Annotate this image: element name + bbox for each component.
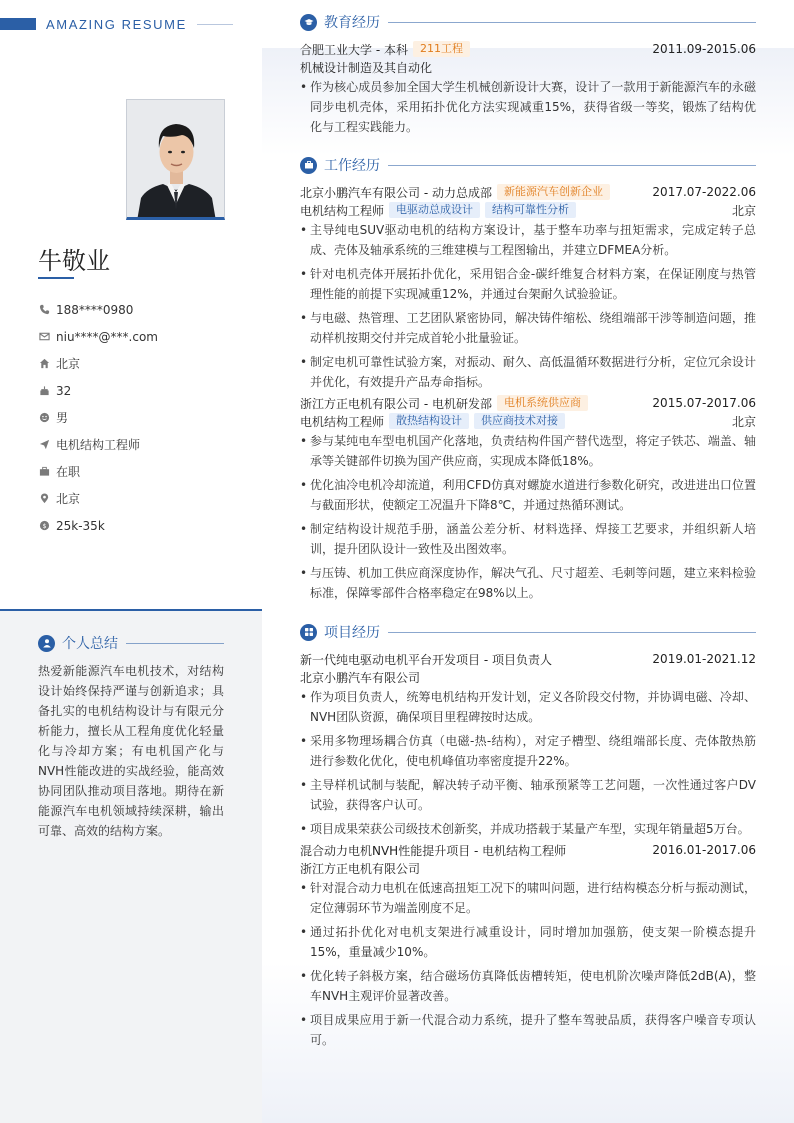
project-company-row	[300, 668, 756, 686]
section-divider	[388, 165, 756, 166]
info-status	[38, 458, 248, 485]
info-text: 北京	[56, 492, 81, 506]
name-underline	[38, 277, 74, 279]
profile-photo	[126, 99, 225, 220]
education-header	[300, 12, 756, 32]
education-bullets	[300, 77, 756, 137]
project-company: 浙江方正电机有限公司	[300, 861, 421, 876]
svg-text:$: $	[41, 521, 47, 530]
list-item: • 与压铸、机加工供应商深度协作，解决气孔、尺寸超差、毛刺等问题，建立来料检验标准，保障零部件合格率稳定在98%以上。	[300, 563, 756, 603]
project-entry	[300, 841, 756, 1050]
project-row	[300, 650, 756, 668]
education-section	[300, 12, 756, 141]
briefcase-icon	[300, 157, 317, 174]
list-item: • 作为项目负责人，统筹电机结构开发计划，定义各阶段交付物，并协调电磁、冷却、NVH团队资源，确保项目里程碑按时达成。	[300, 687, 756, 727]
major-row	[300, 58, 756, 76]
work-header	[300, 155, 756, 175]
info-position	[38, 431, 248, 458]
info-city	[38, 350, 248, 377]
projects-title: 项目经历	[324, 625, 380, 641]
company-name: 浙江方正电机有限公司 - 电机研发部	[300, 396, 492, 411]
info-text: 北京	[56, 357, 81, 371]
work-section	[300, 155, 756, 607]
list-item: • 参与某纯电车型电机国产化落地，负责结构件国产替代选型，将定子铁芯、端盖、轴承等关键部件切换为国产供应商，实现成本降低18%。	[300, 431, 756, 471]
project-name: 新一代纯电驱动电机平台开发项目 - 项目负责人	[300, 652, 552, 667]
info-text: 32	[56, 383, 72, 398]
company-tag: 电机系统供应商	[497, 395, 588, 411]
info-text: 188****0980	[56, 302, 134, 317]
skill-tag: 散热结构设计	[389, 413, 469, 429]
phone-icon	[38, 304, 50, 316]
list-item: • 采用多物理场耦合仿真（电磁-热-结构），对定子槽型、绕组端部长度、壳体散热筋进行参数化优化，使电机峰值功率密度提升22%。	[300, 731, 756, 771]
school-tag: 211工程	[413, 41, 470, 57]
brand	[0, 17, 233, 31]
project-date: 2016.01-2017.06	[652, 843, 756, 857]
section-divider	[388, 632, 756, 633]
brand-text: AMAZING RESUME	[46, 16, 187, 32]
info-text: niu****@***.com	[56, 329, 158, 344]
list-item: • 通过拓扑优化对电机支架进行减重设计，同时增加加强筋，使支架一阶模态提升15%，重量减少10%。	[300, 922, 756, 962]
list-item: • 与电磁、热管理、工艺团队紧密协同，解决铸件缩松、绕组端部干涉等制造问题，推动样机按期交付并完成首轮小批量验证。	[300, 308, 756, 348]
contact-info-list	[38, 296, 248, 539]
info-gender	[38, 404, 248, 431]
work-date: 2017.07-2022.06	[652, 185, 756, 199]
info-text: 男	[56, 411, 69, 425]
company-name: 北京小鹏汽车有限公司 - 动力总成部	[300, 185, 492, 200]
project-entry	[300, 650, 756, 839]
project-date: 2019.01-2021.12	[652, 652, 756, 666]
list-item: • 针对混合动力电机在低速高扭矩工况下的啸叫问题，进行结构模态分析与振动测试，定位薄弱环节为端盖刚度不足。	[300, 878, 756, 918]
work-entry	[300, 183, 756, 392]
location-pin-icon	[38, 493, 50, 505]
company-row	[300, 183, 756, 201]
info-text: 电机结构工程师	[56, 438, 141, 452]
projects-header	[300, 622, 756, 642]
candidate-name: 牛敬业	[38, 247, 110, 275]
work-title: 工作经历	[324, 158, 380, 174]
info-salary	[38, 512, 248, 539]
person-icon	[38, 635, 55, 652]
project-company: 北京小鹏汽车有限公司	[300, 670, 421, 685]
work-entry	[300, 394, 756, 603]
list-item: • 作为核心成员参加全国大学生机械创新设计大赛，设计了一款用于新能源汽车的永磁同步电机壳体，采用拓扑优化方法实现减重15%，获得省级一等奖，锻炼了结构优化与工程实践能力。	[300, 77, 756, 137]
work-city: 北京	[731, 203, 756, 218]
summary-title: 个人总结	[62, 636, 118, 652]
skill-tag: 电驱动总成设计	[389, 202, 480, 218]
summary-header	[38, 633, 224, 653]
education-date: 2011.09-2015.06	[652, 42, 756, 56]
list-item: • 主导样机试制与装配，解决转子动平衡、轴承预紧等工艺问题，一次性通过客户DV试验，获得客户认可。	[300, 775, 756, 815]
brand-line	[197, 24, 233, 25]
section-divider	[388, 22, 756, 23]
work-date: 2015.07-2017.06	[652, 396, 756, 410]
list-item: • 优化转子斜极方案，结合磁场仿真降低齿槽转矩，使电机阶次噪声降低2dB(A)，整车NVH主观评价显著改善。	[300, 966, 756, 1006]
graduation-cap-icon	[300, 14, 317, 31]
project-bullets	[300, 878, 756, 1050]
info-text: 25k-35k	[56, 518, 105, 533]
education-title: 教育经历	[324, 15, 380, 31]
list-item: • 针对电机壳体开展拓扑优化，采用铝合金-碳纤维复合材料方案，在保证刚度与热管理性能的前提下实现减重12%，并通过台架耐久试验验证。	[300, 264, 756, 304]
list-item: • 项目成果荣获公司级技术创新奖，并成功搭载于某量产车型，实现年销量超5万台。	[300, 819, 756, 839]
salary-icon	[38, 520, 50, 532]
education-row	[300, 40, 756, 58]
major-name: 机械设计制造及其自动化	[300, 60, 433, 75]
projects-section	[300, 622, 756, 1054]
section-divider	[126, 643, 224, 644]
project-name: 混合动力电机NVH性能提升项目 - 电机结构工程师	[300, 843, 567, 858]
cake-icon	[38, 385, 50, 397]
info-age	[38, 377, 248, 404]
project-row	[300, 841, 756, 859]
home-icon	[38, 358, 50, 370]
project-company-row	[300, 859, 756, 877]
role-row	[300, 412, 756, 430]
role-row	[300, 201, 756, 219]
info-email	[38, 323, 248, 350]
role-name: 电机结构工程师	[300, 203, 385, 218]
work-city: 北京	[731, 414, 756, 429]
role-name: 电机结构工程师	[300, 414, 385, 429]
face-icon	[38, 412, 50, 424]
send-icon	[38, 439, 50, 451]
skill-tag: 供应商技术对接	[474, 413, 565, 429]
work-bullets	[300, 220, 756, 392]
list-item: • 制定电机可靠性试验方案，对振动、耐久、高低温循环数据进行分析，定位冗余设计并优化，有效提升产品寿命指标。	[300, 352, 756, 392]
summary-text: 热爱新能源汽车电机技术，对结构设计始终保持严谨与创新追求；具备扎实的电机结构设计与有限元分析能力，擅长从工程角度优化轻量化与冷却方案；有电机国产化与NVH性能改进的实战经验，能高效协同团队推动项目落地。期待在新能源汽车电机领域持续深耕，输出可靠、高效的结构方案。	[38, 664, 224, 838]
briefcase-icon	[38, 466, 50, 478]
brand-bar	[0, 18, 36, 30]
company-tag: 新能源汽车创新企业	[497, 184, 610, 200]
company-row	[300, 394, 756, 412]
education-entry	[300, 40, 756, 137]
info-location	[38, 485, 248, 512]
info-text: 在职	[56, 465, 81, 479]
list-item: • 制定结构设计规范手册，涵盖公差分析、材料选择、焊接工艺要求，并组织新人培训，提升团队设计一致性及出图效率。	[300, 519, 756, 559]
mail-icon	[38, 331, 50, 343]
school-name: 合肥工业大学 - 本科	[300, 42, 408, 57]
list-item: • 项目成果应用于新一代混合动力系统，提升了整车驾驶品质，获得客户噪音专项认可。	[300, 1010, 756, 1050]
list-item: • 优化油冷电机冷却流道，利用CFD仿真对螺旋水道进行参数化研究，改进进出口位置与截面形状，使额定工况温升下降8℃，并通过热循环测试。	[300, 475, 756, 515]
info-phone	[38, 296, 248, 323]
list-item: • 主导纯电SUV驱动电机的结构方案设计，基于整车功率与扭矩需求，完成定转子总成、壳体及轴承系统的三维建模与工程图输出，并建立DFMEA分析。	[300, 220, 756, 260]
grid-icon	[300, 624, 317, 641]
project-bullets	[300, 687, 756, 839]
skill-tag: 结构可靠性分析	[485, 202, 576, 218]
work-bullets	[300, 431, 756, 603]
